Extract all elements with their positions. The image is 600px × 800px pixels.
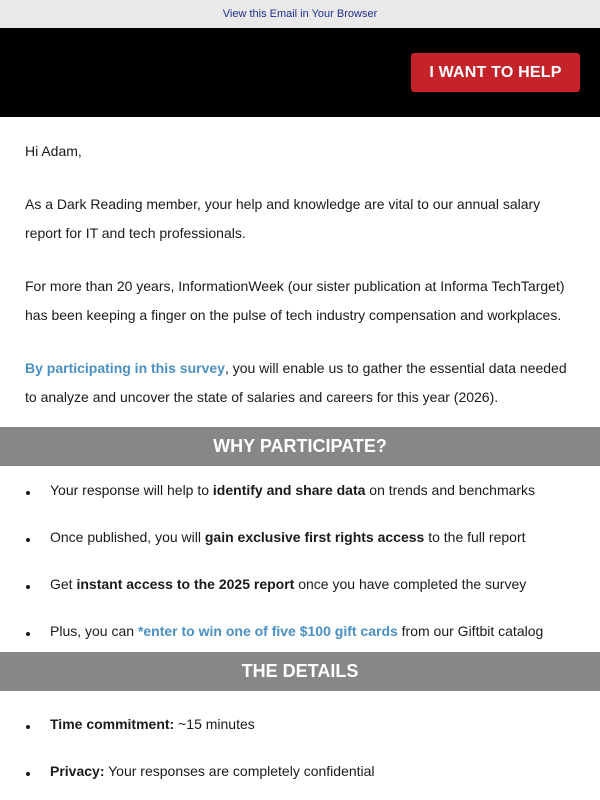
intro-paragraph-3-text: , you will enable us to gather the essential data needed to analyze and uncover the state of salaries and careers for this year (2026). [25, 360, 567, 405]
list-item: Time commitment: ~15 minutes [0, 700, 600, 747]
hero-banner [0, 28, 600, 117]
list-item: Your response will help to identify and share data on trends and benchmarks [0, 466, 600, 513]
bullet-icon [26, 538, 30, 542]
why-participate-list [0, 466, 600, 654]
bullet-icon [26, 772, 30, 776]
the-details-heading: THE DETAILS [0, 652, 600, 691]
bullet-icon [26, 632, 30, 636]
i-want-to-help-button[interactable]: I WANT TO HELP [411, 53, 580, 92]
bullet-icon [26, 585, 30, 589]
list-item: Once published, you will gain exclusive first rights access to the full report [0, 513, 600, 560]
intro-section [0, 117, 600, 427]
survey-link[interactable]: By participating in this survey [25, 360, 225, 376]
list-item: Get instant access to the 2025 report once you have completed the survey [0, 560, 600, 607]
intro-paragraph-3 [25, 354, 575, 412]
list-item: Plus, you can *enter to win one of five $100 gift cards from our Giftbit catalog [0, 607, 600, 654]
list-item: Privacy: Your responses are completely confidential [0, 747, 600, 794]
greeting: Hi Adam, [25, 143, 82, 159]
view-in-browser-link[interactable]: View this Email in Your Browser [222, 8, 378, 20]
intro-paragraph-1: As a Dark Reading member, your help and knowledge are vital to our annual salary report for IT and tech professionals. [25, 196, 541, 241]
bullet-icon [26, 491, 30, 495]
why-participate-heading: WHY PARTICIPATE? [0, 427, 600, 466]
gift-card-link[interactable]: *enter to win one of five $100 gift cards [137, 622, 398, 639]
details-list [0, 691, 600, 794]
intro-paragraph-2: For more than 20 years, InformationWeek (our sister publication at Informa TechTarget) has been keeping a finger on the pulse of tech industry compensation and workplaces. [25, 278, 565, 323]
view-in-browser-bar [0, 0, 600, 28]
bullet-icon [26, 725, 30, 729]
